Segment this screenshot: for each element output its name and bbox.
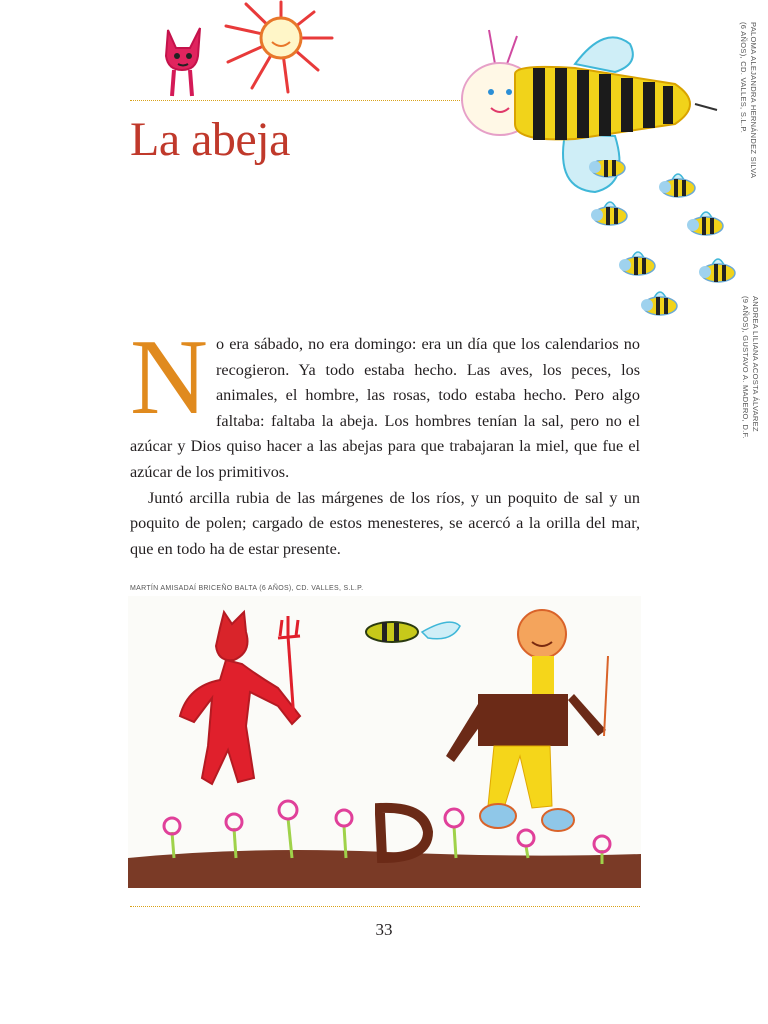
drop-cap: N (130, 318, 208, 437)
page-number: 33 (375, 920, 393, 939)
header-rule (130, 100, 470, 101)
story-text (130, 318, 640, 562)
illustration-credit-middle: ANDREA LILIANA ACOSTA ÁLVAREZ (9 AÑOS), GUSTAVO A. MADERO, D.F. (741, 296, 760, 439)
illustration-credit-bottom: MARTÍN AMISADAÍ BRICEÑO BALTA (6 AÑOS), CD. VALLES, S.L.P. (130, 585, 364, 592)
sun-drawing (222, 0, 340, 96)
devil-and-man-drawing (128, 596, 641, 888)
paragraph-1: No era sábado, no era domingo: era un día que los calendarios no recogieron. Ya todo estaba hecho. Las aves, los peces, los animales, el hombre, las rosas, todo estaba hecho. Pero algo faltaba: faltaba la abeja. Los hombres tenían la sal, pero no el azúcar y Dios quiso hacer a las abejas para que trabajaran la miel, que fue el azúcar de los primitivos. (130, 318, 640, 481)
footer-rule (130, 906, 640, 907)
illustration-credit-top: PALOMA ALEJANDRA HERNÁNDEZ SILVA (6 AÑOS), CD. VALLES, S.L.P. (739, 22, 758, 179)
page-title: La abeja (130, 113, 290, 166)
small-bees-drawing (588, 160, 748, 325)
cat-drawing (160, 26, 212, 100)
paragraph-2: Juntó arcilla rubia de las márgenes de los ríos, y un poquito de sal y un poquito de polen; cargado de estos menesteres, se acercó a la orilla del mar, que en todo ha de estar presente. (130, 488, 640, 558)
